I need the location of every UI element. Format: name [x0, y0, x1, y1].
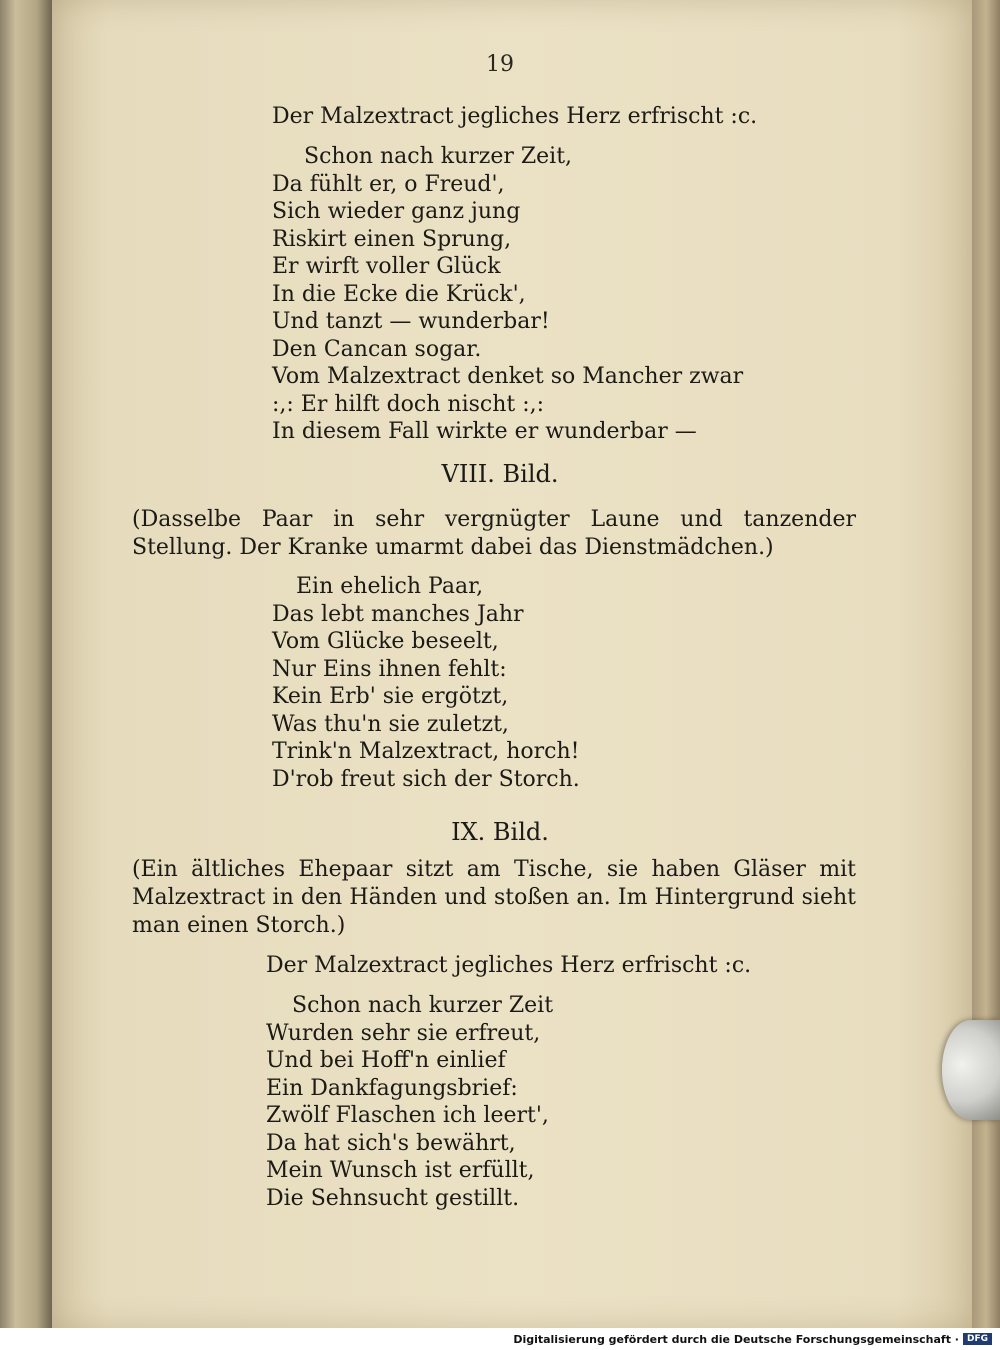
verse-line: :,: Er hilft doch nischt :,: — [272, 391, 545, 417]
verse-line: Den Cancan sogar. — [272, 336, 482, 362]
refrain-text: Der Malzextract jegliches Herz erfrischt :c. — [266, 953, 752, 978]
refrain-text: Der Malzextract jegliches Herz erfrischt :c. — [272, 104, 758, 129]
verse-line: D'rob freut sich der Storch. — [272, 766, 580, 792]
left-page-edge — [0, 0, 52, 1328]
verse-line: Ein Dankfagungsbrief: — [266, 1075, 518, 1101]
verse-line: Vom Malzextract denket so Mancher zwar — [272, 364, 744, 389]
verse-line: In diesem Fall wirkte er wunderbar — — [272, 419, 697, 444]
verse-line: Trink'n Malzextract, horch! — [272, 739, 580, 764]
verse-line: Mein Wunsch ist erfüllt, — [266, 1158, 535, 1183]
verse-line: Ein ehelich Paar, — [296, 574, 484, 599]
verse-block-3 — [266, 992, 553, 1212]
verse-line: In die Ecke die Krück', — [272, 281, 526, 307]
verse-line: Was thu'n sie zuletzt, — [272, 711, 509, 737]
verse-line: Schon nach kurzer Zeit, — [304, 144, 573, 169]
section-heading-9: IX. Bild. — [451, 818, 549, 846]
verse-line: Da fühlt er, o Freud', — [272, 171, 505, 197]
verse-line: Kein Erb' sie ergötzt, — [272, 684, 509, 709]
verse-line: Die Sehnsucht gestillt. — [266, 1185, 520, 1211]
verse-line: Riskirt einen Sprung, — [272, 226, 512, 252]
refrain-line-2 — [266, 952, 751, 980]
verse-block-2 — [272, 573, 580, 793]
verse-line: Zwölf Flaschen ich leert', — [266, 1103, 549, 1128]
page-clip — [942, 1020, 1000, 1120]
verse-line: Und bei Hoff'n einlief — [266, 1048, 506, 1073]
page-number: 19 — [486, 52, 514, 77]
verse-line: Nur Eins ihnen fehlt: — [272, 656, 507, 682]
verse-line: Er wirft voller Glück — [272, 254, 501, 279]
verse-block-1 — [272, 143, 743, 446]
footer-credit: Digitalisierung gefördert durch die Deutsche Forschungsgemeinschaft · — [513, 1332, 959, 1346]
right-page-edge — [972, 0, 1000, 1328]
verse-line: Vom Glücke beseelt, — [272, 629, 499, 654]
verse-line: Da hat sich's bewährt, — [266, 1130, 516, 1156]
verse-line: Sich wieder ganz jung — [272, 199, 521, 224]
verse-line: Das lebt manches Jahr — [272, 601, 524, 627]
stage-direction-9: (Ein ältliches Ehepaar sitzt am Tische, sie haben Gläser mit Malzextract in den Händen und stoßen an. Im Hintergrund sieht man einen Storch.) — [132, 857, 856, 938]
dfg-logo: DFG — [963, 1333, 992, 1345]
digitization-footer — [0, 1328, 1000, 1350]
verse-line: Wurden sehr sie erfreut, — [266, 1020, 541, 1046]
refrain-line — [272, 103, 757, 131]
verse-line: Schon nach kurzer Zeit — [292, 993, 554, 1018]
section-heading-8: VIII. Bild. — [441, 460, 559, 488]
verse-line: Und tanzt — wunderbar! — [272, 309, 550, 334]
stage-direction-8: (Dasselbe Paar in sehr vergnügter Laune und tanzender Stellung. Der Kranke umarmt dabei das Dienstmädchen.) — [132, 507, 856, 560]
